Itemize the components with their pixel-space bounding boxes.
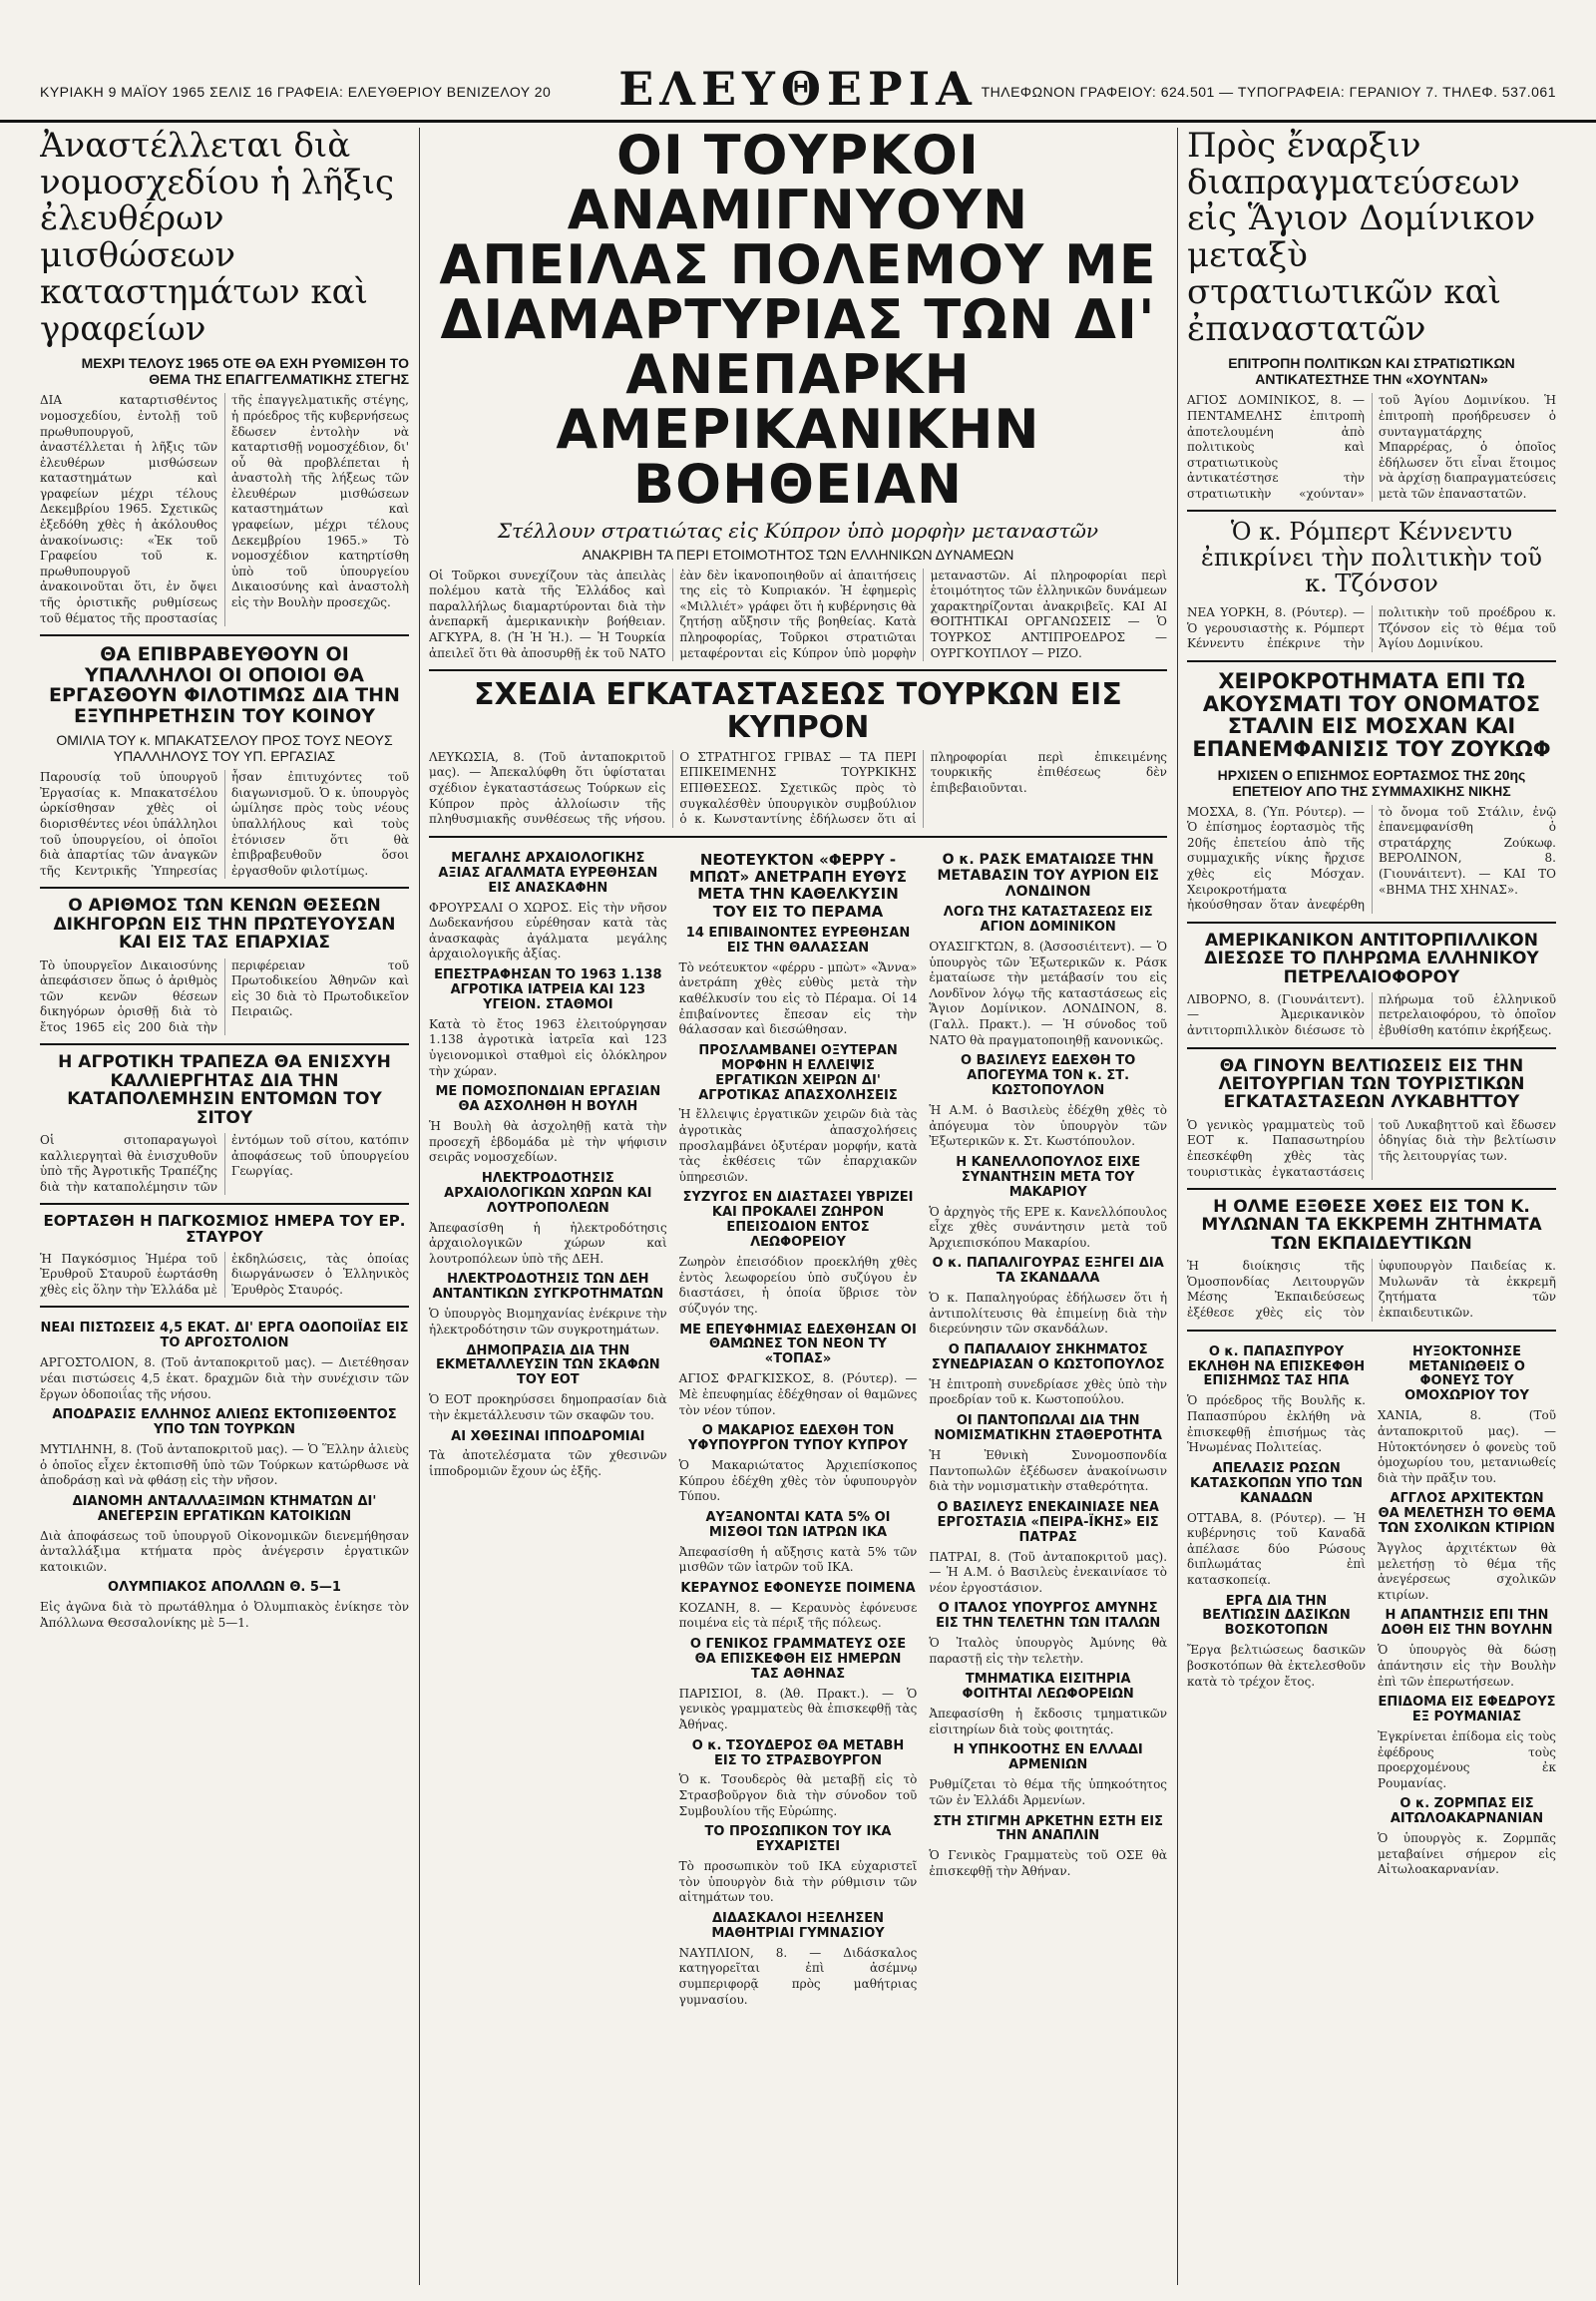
column-rule xyxy=(1177,128,1178,2285)
article-olme xyxy=(1187,1198,1556,1321)
headline: Η ΑΓΡΟΤΙΚΗ ΤΡΑΠΕΖΑ ΘΑ ΕΝΙΣΧΥΗ ΚΑΛΛΙΕΡΓΗΤΑΣ ΔΙΑ ΤΗΝ ΚΑΤΑΠΟΛΕΜΗΣΙΝ ΕΝΤΟΜΩΝ ΤΟΥ ΣΙΤΟΥ xyxy=(58,1052,391,1128)
divider xyxy=(40,1043,409,1045)
article-body: ΝΑΥΠΛΙΟΝ, 8. — Διδάσκαλος κατηγορεῖται ἐπὶ ἀσέμνῳ συμπεριφορᾷ πρὸς μαθήτριας γυμνασίου. xyxy=(678,1945,918,2007)
headline: Ο κ. ΖΟΡΜΠΑΣ ΕΙΣ ΑΙΤΩΛΟΑΚΑΡΝΑΝΙΑΝ xyxy=(1390,1796,1544,1827)
article-body: ΜΥΤΙΛΗΝΗ, 8. (Τοῦ ἀνταποκριτοῦ μας). — Ὁ Ἕλλην ἁλιεὺς ὁ ὁποῖος εἶχεν ἐκτοπισθῆ ὑπὸ τῶν Τούρκων κατώρθωσε νὰ ἀποδράσῃ καὶ νὰ φθάσῃ εἰς τὴν νῆσον. xyxy=(40,1441,409,1488)
headline: ΕΠΕΣΤΡΑΦΗΣΑΝ ΤΟ 1963 1.138 ΑΓΡΟΤΙΚΑ ΙΑΤΡΕΙΑ ΚΑΙ 123 ΥΓΕΙΟΝ. ΣΤΑΘΜΟΙ xyxy=(434,967,662,1012)
headline: ΕΟΡΤΑΣΘΗ Η ΠΑΓΚΟΣΜΙΟΣ ΗΜΕΡΑ ΤΟΥ ΕΡ. ΣΤΑΥΡΟΥ xyxy=(43,1212,406,1247)
article-body: Ἡ Παγκόσμιος Ἡμέρα τοῦ Ἐρυθροῦ Σταυροῦ ἑωρτάσθη χθὲς εἰς ὅλην τὴν Ἑλλάδα μὲ ἐκδηλώσεις, τὰς ὁποίας διωργάνωσεν ὁ Ἑλληνικὸς Ἐρυθρὸς Σταυρός. xyxy=(40,1251,409,1297)
headline: ΘΑ ΕΠΙΒΡΑΒΕΥΘΟΥΝ ΟΙ ΥΠΑΛΛΗΛΟΙ ΟΙ ΟΠΟΙΟΙ ΘΑ ΕΡΓΑΣΘΟΥΝ ΦΙΛΟΤΙΜΩΣ ΔΙΑ ΤΗΝ ΕΞΥΠΗΡΕΤΗΣΙΝ ΤΟΥ ΚΟΙΝΟΥ xyxy=(49,643,400,727)
divider xyxy=(1187,1047,1556,1049)
headline: Ο ΑΡΙΘΜΟΣ ΤΩΝ ΚΕΝΩΝ ΘΕΣΕΩΝ ΔΙΚΗΓΟΡΩΝ ΕΙΣ ΤΗΝ ΠΡΩΤΕΥΟΥΣΑΝ ΚΑΙ ΕΙΣ ΤΑΣ ΕΠΑΡΧΙΑΣ xyxy=(53,896,396,954)
subhead: ΛΟΓΩ ΤΗΣ ΚΑΤΑΣΤΑΣΕΩΣ ΕΙΣ ΑΓΙΟΝ ΔΟΜΙΝΙΚΟΝ xyxy=(943,905,1153,936)
article-body: Ὁ πρόεδρος τῆς Βουλῆς κ. Παπασπύρου ἐκλήθη νὰ ἐπισκεφθῇ ἐπισήμως τὰς Ἡνωμένας Πολιτείας. xyxy=(1187,1393,1366,1455)
divider xyxy=(429,836,1167,838)
subhead: ΑΝΑΚΡΙΒΗ ΤΑ ΠΕΡΙ ΕΤΟΙΜΟΤΗΤΟΣ ΤΩΝ ΕΛΛΗΝΙΚΩΝ ΔΥΝΑΜΕΩΝ xyxy=(582,546,1014,563)
article-body: Ἡ διοίκησις τῆς Ὁμοσπονδίας Λειτουργῶν Μέσης Ἐκπαιδεύσεως ἐξέθεσε χθὲς εἰς τὸν ὑφυπουργὸν Παιδείας κ. Μυλωνᾶν τὰ ἐκκρεμῆ ζητήματα τῶν ἐκπαιδευτικῶν. xyxy=(1187,1259,1556,1320)
headline: ΘΑ ΓΙΝΟΥΝ ΒΕΛΤΙΩΣΕΙΣ ΕΙΣ ΤΗΝ ΛΕΙΤΟΥΡΓΙΑΝ ΤΩΝ ΤΟΥΡΙΣΤΙΚΩΝ ΕΓΚΑΤΑΣΤΑΣΕΩΝ ΛΥΚΑΒΗΤΤΟΥ xyxy=(1218,1055,1525,1113)
article-body: Ἡ Α.Μ. ὁ Βασιλεὺς ἐδέχθη χθὲς τὸ ἀπόγευμα τὸν ὑπουργὸν τῶν Ἐξωτερικῶν κ. Στ. Κωστόπουλον. xyxy=(929,1102,1167,1149)
headline: ΤΜΗΜΑΤΙΚΑ ΕΙΣΙΤΗΡΙΑ ΦΟΙΤΗΤΑΙ ΛΕΩΦΟΡΕΙΩΝ xyxy=(962,1672,1134,1703)
article-santo-domingo xyxy=(1187,128,1556,502)
headline: Ο κ. ΤΣΟΥΔΕΡΟΣ ΘΑ ΜΕΤΑΒΗ ΕΙΣ ΤΟ ΣΤΡΑΣΒΟΥΡΓΟΝ xyxy=(691,1737,905,1768)
article-body: ΑΡΓΟΣΤΟΛΙΟΝ, 8. (Τοῦ ἀνταποκριτοῦ μας). — Διετέθησαν νέαι πιστώσεις 4,5 ἑκατ. δραχμῶν διὰ τὴν συνέχισιν τῶν ἔργων ὁδοποιΐας τῆς νήσου. xyxy=(40,1355,409,1401)
headline: ΑΙ ΧΘΕΣΙΝΑΙ ΙΠΠΟΔΡΟΜΙΑΙ xyxy=(451,1428,645,1444)
headline: ΧΕΙΡΟΚΡΟΤΗΜΑΤΑ ΕΠΙ ΤΩ ΑΚΟΥΣΜΑΤΙ ΤΟΥ ΟΝΟΜΑΤΟΣ ΣΤΑΛΙΝ ΕΙΣ ΜΟΣΧΑΝ ΚΑΙ ΕΠΑΝΕΜΦΑΝΙΣΙΣ ΤΟΥ ΖΟΥΚΩΦ xyxy=(1192,668,1551,761)
article-body: Ὁ γενικὸς γραμματεὺς τοῦ ΕΟΤ κ. Παπασωτηρίου ἐπεσκέφθη χθὲς τὰς τουριστικὰς ἐγκαταστάσεις τοῦ Λυκαβηττοῦ καὶ ἔδωσεν ὁδηγίας διὰ τὴν βελτίωσιν τῆς λειτουργίας των. xyxy=(1187,1117,1556,1179)
article-body: Ἡ ἐπιτροπὴ συνεδρίασε χθὲς ὑπὸ τὴν προεδρίαν τοῦ κ. Κωστοπούλου. xyxy=(929,1376,1167,1407)
headline: Ο ΜΑΚΑΡΙΟΣ ΕΔΕΧΘΗ ΤΟΝ ΥΦΥΠΟΥΡΓΟΝ ΤΥΠΟΥ ΚΥΠΡΟΥ xyxy=(688,1423,909,1454)
article-body: Ζωηρὸν ἐπεισόδιον προεκλήθη χθὲς ἐντὸς λεωφορείου ὑπὸ συζύγου ἐν διαστάσει, ἡ ὁποία ὕβρισε τὸν σύζυγόν της. xyxy=(678,1255,918,1316)
subhead: ΕΠΙΤΡΟΠΗ ΠΟΛΙΤΙΚΩΝ ΚΑΙ ΣΤΡΑΤΙΩΤΙΚΩΝ ΑΝΤΙΚΑΤΕΣΤΗΣΕ ΤΗΝ «ΧΟΥΝΤΑΝ» xyxy=(1228,355,1515,388)
headline: ΣΥΖΥΓΟΣ ΕΝ ΔΙΑΣΤΑΣΕΙ ΥΒΡΙΖΕΙ ΚΑΙ ΠΡΟΚΑΛΕΙ ΖΩΗΡΟΝ ΕΠΕΙΣΟΔΙΟΝ ΕΝΤΟΣ ΛΕΩΦΟΡΕΙΟΥ xyxy=(682,1190,914,1251)
headline: Πρὸς ἔναρξιν διαπραγματεύσεων εἰς Ἅγιον Δομίνικον μεταξὺ στρατιωτικῶν καὶ ἐπαναστατῶν xyxy=(1187,128,1536,349)
article-body: Ἀπεφασίσθη ἡ ἔκδοσις τμηματικῶν εἰσιτηρίων διὰ τοὺς φοιτητάς. xyxy=(929,1707,1167,1736)
center-row-1 xyxy=(429,846,1167,2014)
headline: ΚΕΡΑΥΝΟΣ ΕΦΟΝΕΥΣΕ ΠΟΙΜΕΝΑ xyxy=(680,1580,916,1596)
divider xyxy=(429,669,1167,671)
headline: ΔΗΜΟΠΡΑΣΙΑ ΔΙΑ ΤΗΝ ΕΚΜΕΤΑΛΛΕΥΣΙΝ ΤΩΝ ΣΚΑΦΩΝ ΤΟΥ ΕΟΤ xyxy=(436,1342,660,1388)
header-dateline: ΚΥΡΙΑΚΗ 9 ΜΑΪΟΥ 1965 ΣΕΛΙΣ 16 ΓΡΑΦΕΙΑ: ΕΛΕΥΘΕΡΙΟΥ ΒΕΝΙΖΕΛΟΥ 20 xyxy=(40,84,552,100)
headline: Ο ΙΤΑΛΟΣ ΥΠΟΥΡΓΟΣ ΑΜΥΝΗΣ ΕΙΣ ΤΗΝ ΤΕΛΕΤΗΝ ΤΩΝ ΙΤΑΛΩΝ xyxy=(936,1601,1161,1632)
article-lease-suspension xyxy=(40,128,409,626)
headline: Η ΟΛΜΕ ΕΞΘΕΣΕ ΧΘΕΣ ΕΙΣ ΤΟΝ Κ. ΜΥΛΩΝΑΝ ΤΑ ΕΚΚΡΕΜΗ ΖΗΤΗΜΑΤΑ ΤΩΝ ΕΚΠΑΙΔΕΥΤΙΚΩΝ xyxy=(1201,1197,1542,1254)
header-contact: ΤΗΛΕΦΩΝΟΝ ΓΡΑΦΕΙΟΥ: 624.501 — ΤΥΠΟΓΡΑΦΕΙΑ: ΓΕΡΑΝΙΟΥ 7. ΤΗΛΕΦ. 537.061 xyxy=(981,84,1556,100)
headline: ΠΡΟΣΛΑΜΒΑΝΕΙ ΟΞΥΤΕΡΑΝ ΜΟΡΦΗΝ Η ΕΛΛΕΙΨΙΣ ΕΡΓΑΤΙΚΩΝ ΧΕΙΡΩΝ ΔΙ' ΑΓΡΟΤΙΚΑΣ ΑΠΑΣΧΟΛΗΣΕΙΣ xyxy=(698,1042,898,1103)
article-body: Οἱ Τοῦρκοι συνεχίζουν τὰς ἀπειλὰς πολέμου κατὰ τῆς Ἑλλάδος καὶ παραλλήλως διαμαρτύρονται διὰ τὴν ἀνεπαρκῆ ἀμερικανικὴν βοήθειαν. ΑΓΚΥΡΑ, 8. (Ἡ Ἡ Ἡ.). — Ἡ Τουρκία ἀπειλεῖ ὅτι θὰ ἀποσυρθῇ ἐκ τοῦ ΝΑΤΟ ἐὰν δὲν ἱκανοποιηθοῦν αἱ ἀπαιτήσεις της εἰς τὸ Κυπριακόν. Ἡ ἐφημερὶς «Μιλλιέτ» γράφει ὅτι ἡ κυβέρνησις θὰ ζητήσῃ αὔξησιν τῆς βοηθείας. Κατὰ πληροφορίας, Τοῦρκοι στρατιῶται μεταφέρονται εἰς Κύπρον ὑπὸ μορφὴν μεταναστῶν. Αἱ πληροφορίαι περὶ ἑτοιμότητος τῶν ἑλληνικῶν δυνάμεων χαρακτηρίζονται ἀνακριβεῖς. ΚΑΙ ΑΙ ΘΟΙΤΗΤΙΚΑΙ ΟΡΓΑΝΩΣΕΙΣ — Ὁ ΤΟΥΡΚΟΣ ΑΝΤΙΠΡΟΕΔΡΟΣ — ΟΥΡΓΚΟΥΠΛΟΥ — ΡΙΖΟ. xyxy=(429,568,1167,660)
subhead: ΟΜΙΛΙΑ ΤΟΥ κ. ΜΠΑΚΑΤΣΕΛΟΥ ΠΡΟΣ ΤΟΥΣ ΝΕΟΥΣ ΥΠΑΛΛΗΛΟΥΣ ΤΟΥ ΥΠ. ΕΡΓΑΣΙΑΣ xyxy=(56,732,393,765)
headline: ΕΠΙΔΟΜΑ ΕΙΣ ΕΦΕΔΡΟΥΣ ΕΞ ΡΟΥΜΑΝΙΑΣ xyxy=(1378,1695,1556,1726)
article-body: Ὁ ὑπουργὸς κ. Ζορμπᾶς μεταβαίνει σήμερον εἰς Αἰτωλοακαρνανίαν. xyxy=(1378,1831,1556,1877)
headline: Ο ΒΑΣΙΛΕΥΣ ΕΝΕΚΑΙΝΙΑΣΕ ΝΕΑ ΕΡΓΟΣΤΑΣΙΑ «ΠΕΙΡΑ-ΪΚΗΣ» ΕΙΣ ΠΑΤΡΑΣ xyxy=(937,1499,1159,1545)
headline: Η ΥΠΗΚΟΟΤΗΣ ΕΝ ΕΛΛΑΔΙ ΑΡΜΕΝΙΩΝ xyxy=(953,1742,1143,1773)
article-body: Ρυθμίζεται τὸ θέμα τῆς ὑπηκοότητος τῶν ἐν Ἑλλάδι Ἀρμενίων. xyxy=(929,1777,1167,1807)
article-body: Ὁ ὑπουργὸς Βιομηχανίας ἐνέκρινε τὴν ἠλεκτροδότησιν τῶν συγκροτημάτων. xyxy=(429,1307,667,1337)
article-body: ΠΑΤΡΑΙ, 8. (Τοῦ ἀνταποκριτοῦ μας). — Ἡ Α.Μ. ὁ Βασιλεὺς ἐνεκαινίασε τὸ νέον ἐργοστάσιον. xyxy=(929,1549,1167,1595)
headline: ΟΛΥΜΠΙΑΚΟΣ ΑΠΟΛΛΩΝ Θ. 5—1 xyxy=(108,1580,341,1596)
article-body: ΜΟΣΧΑ, 8. (Ὑπ. Ρόυτερ). — Ὁ ἐπίσημος ἑορτασμὸς τῆς 20ῆς ἐπετείου ἀπὸ τῆς συμμαχικῆς νίκης ἤρχισε χθὲς εἰς Μόσχαν. Χειροκροτήματα ἠκούσθησαν ὅταν ἀνεφέρθη τὸ ὄνομα τοῦ Στάλιν, ἐνῷ ἐπανεμφανίσθη ὁ στρατάρχης Ζούκωφ. ΒΕΡΟΛΙΝΟΝ, 8. (Γιουνάιτεντ). — ΚΑΙ ΤΟ «ΒΗΜΑ ΤΗΣ ΧΗΝΑΣ». xyxy=(1187,804,1556,913)
divider xyxy=(40,1306,409,1308)
article-body: Ὁ ἀρχηγὸς τῆς ΕΡΕ κ. Κανελλόπουλος εἶχε χθὲς συνάντησιν μετὰ τοῦ Ἀρχιεπισκόπου Μακαρίου. xyxy=(929,1204,1167,1250)
article-body: ΦΡΟΥΡΣΑΛΙ Ο ΧΩΡΟΣ. Εἰς τὴν νῆσον Δωδεκανήσου εὑρέθησαν κατὰ τὰς ἀνασκαφὰς ἀγάλματα μεγάλης ἀρχαιολογικῆς ἀξίας. xyxy=(429,900,667,961)
article-body: ΟΤΤΑΒΑ, 8. (Ρόυτερ). — Ἡ κυβέρνησις τοῦ Καναδᾶ ἀπέλασε δύο Ρώσους διπλωμάτας ἐπὶ κατασκοπείᾳ. xyxy=(1187,1510,1366,1587)
article-destroyer-rescue xyxy=(1187,932,1556,1039)
right-short-articles xyxy=(1187,1340,1556,1884)
article-body: Ἄγγλος ἀρχιτέκτων θὰ μελετήσῃ τὸ θέμα τῆς ἀνεγέρσεως σχολικῶν κτιρίων. xyxy=(1378,1541,1556,1602)
article-body: Ἀπεφασίσθη ἡ ἠλεκτροδότησις ἀρχαιολογικῶν χώρων καὶ λουτροπόλεων ὑπὸ τῆς ΔΕΗ. xyxy=(429,1220,667,1266)
headline: ΔΙΑΝΟΜΗ ΑΝΤΑΛΛΑΞΙΜΩΝ ΚΤΗΜΑΤΩΝ ΔΙ' ΑΝΕΓΕΡΣΙΝ ΕΡΓΑΤΙΚΩΝ ΚΑΤΟΙΚΙΩΝ xyxy=(72,1493,377,1524)
kicker: Στέλλουν στρατιώτας εἰς Κύπρον ὑπὸ μορφὴν μεταναστῶν xyxy=(497,518,1099,543)
newspaper-header xyxy=(0,0,1596,123)
article-body: Παρουσίᾳ τοῦ ὑπουργοῦ Ἐργασίας κ. Μπακατσέλου ὡρκίσθησαν χθὲς οἱ διορισθέντες νέοι ὑπάλληλοι τοῦ ὑπουργείου, οἱ ὁποῖοι διὰ ἀπαρτίας τῶν ἀναγκῶν τῆς Κεντρικῆς Ὑπηρεσίας ἦσαν ἐπιτυχόντες τοῦ διαγωνισμοῦ. Ὁ κ. ὑπουργὸς ὡμίλησε πρὸς τοὺς νέους ὑπαλλήλους καὶ τοὺς ἐτόνισεν ὅτι θὰ ἐπιβραβευθοῦν ὅσοι ἐργασθοῦν φιλοτίμως. xyxy=(40,770,409,878)
article-body: ΑΓΙΟΣ ΦΡΑΓΚΙΣΚΟΣ, 8. (Ρόυτερ). — Μὲ ἐπευφημίας ἐδέχθησαν οἱ θαμῶνες τὸν νέον τύπον. xyxy=(678,1371,918,1417)
headline: Ο ΒΑΣΙΛΕΥΣ ΕΔΕΧΘΗ ΤΟ ΑΠΟΓΕΥΜΑ ΤΟΝ κ. ΣΤ. ΚΩΣΤΟΠΟΥΛΟΝ xyxy=(961,1053,1136,1099)
headline: ΑΠΕΛΑΣΙΣ ΡΩΣΩΝ ΚΑΤΑΣΚΟΠΩΝ ΥΠΟ ΤΩΝ ΚΑΝΑΔΩΝ xyxy=(1189,1460,1364,1506)
divider xyxy=(40,1203,409,1205)
article-body: ΛΙΒΟΡΝΟ, 8. (Γιουνάιτεντ). — Ἀμερικανικὸν ἀντιτορπιλλικὸν διέσωσε τὸ πλήρωμα τοῦ ἑλληνικοῦ πετρελαιοφόρου, τὸ ὁποῖον ἐβυθίσθη κατόπιν ἐκρήξεως. xyxy=(1187,991,1556,1038)
left-column xyxy=(40,128,409,2285)
article-body: Ὁ ὑπουργὸς θὰ δώσῃ ἀπάντησιν εἰς τὴν Βουλὴν ἐπὶ τῶν ἐπερωτήσεων. xyxy=(1378,1643,1556,1689)
divider xyxy=(1187,922,1556,924)
headline: Η ΚΑΝΕΛΛΟΠΟΥΛΟΣ ΕΙΧΕ ΣΥΝΑΝΤΗΣΙΝ ΜΕΤΑ ΤΟΥ ΜΑΚΑΡΙΟΥ xyxy=(956,1154,1141,1200)
article-body: ΝΕΑ ΥΟΡΚΗ, 8. (Ρόυτερ). — Ὁ γερουσιαστὴς κ. Ρόμπερτ Κέννεντυ ἐπέκρινε τὴν πολιτικὴν τοῦ προέδρου κ. Τζόνσον εἰς τὸ θέμα τοῦ Ἁγίου Δομινίκου. xyxy=(1187,605,1556,651)
article-body: Ὁ κ. Τσουδερὸς θὰ μεταβῇ εἰς τὸ Στρασβοῦργον διὰ τὴν σύνοδον τοῦ Συμβουλίου τῆς Εὐρώπης. xyxy=(678,1772,918,1818)
headline: ΑΓΓΛΟΣ ΑΡΧΙΤΕΚΤΩΝ ΘΑ ΜΕΛΕΤΗΣΗ ΤΟ ΘΕΜΑ ΤΩΝ ΣΧΟΛΙΚΩΝ ΚΤΙΡΙΩΝ xyxy=(1378,1491,1556,1537)
article-body: Ἐγκρίνεται ἐπίδομα εἰς τοὺς ἐφέδρους τοὺς προερχομένους ἐκ Ρουμανίας. xyxy=(1378,1729,1556,1790)
article-body: Ἡ Ἐθνικὴ Συνομοσπονδία Παντοπωλῶν ἐξέδωσεν ἀνακοίνωσιν διὰ τὴν νομισματικὴν σταθερότητα. xyxy=(929,1447,1167,1494)
article-body: Ἀπεφασίσθη ἡ αὔξησις κατὰ 5% τῶν μισθῶν τῶν ἰατρῶν τοῦ ΙΚΑ. xyxy=(678,1544,918,1575)
headline: Ο ΠΑΠΑΛΑΙΟΥ ΣΗΚΗΜΑΤΟΣ ΣΥΝΕΔΡΙΑΣΑΝ Ο ΚΩΣΤΟΠΟΥΛΟΣ xyxy=(931,1342,1165,1372)
article-body: Ἡ ἔλλειψις ἐργατικῶν χειρῶν διὰ τὰς ἀγροτικὰς ἀπασχολήσεις προσλαμβάνει ὀξυτέραν μορφήν, κατὰ τὰς ἐκθέσεις τῶν ἐπαρχιακῶν ὑπηρεσιῶν. xyxy=(678,1107,918,1184)
subhead: ΗΡΧΙΣΕΝ Ο ΕΠΙΣΗΜΟΣ ΕΟΡΤΑΣΜΟΣ ΤΗΣ 20ης ΕΠΕΤΕΙΟΥ ΑΠΟ ΤΗΣ ΣΥΜΜΑΧΙΚΗΣ ΝΙΚΗΣ xyxy=(1217,766,1526,799)
article-employees-reward xyxy=(40,644,409,879)
article-body: ΚΟΖΑΝΗ, 8. — Κεραυνὸς ἐφόνευσε ποιμένα εἰς τὰ πέριξ τῆς πόλεως. xyxy=(678,1600,918,1631)
divider xyxy=(40,634,409,636)
headline: Ἀναστέλλεται διὰ νομοσχεδίου ἡ λῆξις ἐλευθέρων μισθώσεων καταστημάτων καὶ γραφείων xyxy=(40,128,395,349)
column-rule xyxy=(419,128,420,2285)
article-body: Τὰ ἀποτελέσματα τῶν χθεσινῶν ἱπποδρομιῶν ἔχουν ὡς ἑξῆς. xyxy=(429,1448,667,1479)
article-body: Ὁ κ. Παπαληγούρας ἐδήλωσεν ὅτι ἡ ἀντιπολίτευσις θὰ ἐπιμείνῃ διὰ τὴν διερεύνησιν τῶν σκανδάλων. xyxy=(929,1291,1167,1337)
article-turkish-threats xyxy=(429,128,1167,661)
short-articles-row xyxy=(40,1316,409,1637)
article-body: Τὸ ὑπουργεῖον Δικαιοσύνης ἀπεφάσισεν ὅπως ὁ ἀριθμὸς τῶν κενῶν θέσεων δικηγόρων ὁρισθῇ διὰ τὸ ἔτος 1965 εἰς 200 διὰ τὴν περιφέρειαν τοῦ Πρωτοδικείου Ἀθηνῶν καὶ εἰς 30 διὰ τὸ Πρωτοδικεῖον Πειραιῶς. xyxy=(40,958,409,1034)
headline: ΝΕΑΙ ΠΙΣΤΩΣΕΙΣ 4,5 ΕΚΑΤ. ΔΙ' ΕΡΓΑ ΟΔΟΠΟΙΪΑΣ ΕΙΣ ΤΟ ΑΡΓΟΣΤΟΛΙΟΝ xyxy=(40,1321,409,1351)
headline: ΣΤΗ ΣΤΙΓΜΗ ΑΡΚΕΤΗΝ ΕΣΤΗ ΕΙΣ ΤΗΝ ΑΝΑΠΛΙΝ xyxy=(933,1813,1164,1844)
article-moscow-stalin xyxy=(1187,670,1556,914)
article-body: ΠΑΡΙΣΙΟΙ, 8. (Ἀθ. Πρακτ.). — Ὁ γενικὸς γραμματεὺς θὰ ἐπισκεφθῇ τὰς Ἀθήνας. xyxy=(678,1686,918,1731)
article-body: Κατὰ τὸ ἔτος 1963 ἐλειτούργησαν 1.138 ἀγροτικὰ ἰατρεῖα καὶ 123 ὑγειονομικοὶ σταθμοὶ εἰς ὁλόκληρον τὴν χώραν. xyxy=(429,1016,667,1078)
article-body: Οἱ σιτοπαραγωγοὶ καλλιεργηταὶ θὰ ἐνισχυθοῦν ὑπὸ τῆς Ἀγροτικῆς Τραπέζης διὰ τὴν καταπολέμησιν τῶν ἐντόμων τοῦ σίτου, κατόπιν ἀποφάσεως τοῦ ὑπουργείου Γεωργίας. xyxy=(40,1132,409,1194)
divider xyxy=(1187,1330,1556,1332)
article-body: ΔΙΑ καταρτισθέντος νομοσχεδίου, ἐντολῇ τοῦ πρωθυπουργοῦ, ἀναστέλλεται ἡ λῆξις τῶν ἐλευθέρων μισθώσεων καταστημάτων καὶ γραφείων μέχρι τέλους Δεκεμβρίου 1965. Σχετικῶς ἐξεδόθη χθὲς ἡ ἀκόλουθος ἀνακοίνωσις: «Ἐκ τοῦ Γραφείου τοῦ κ. πρωθυπουργοῦ ἀνακοινοῦται ὅτι, ἐν ὄψει τῆς ὁριστικῆς ρυθμίσεως τοῦ θέματος τῆς προστασίας τῆς ἐπαγγελματικῆς στέγης, ἡ πρόεδρος τῆς κυβερνήσεως ἔδωσεν ἐντολὴν νὰ καταρτισθῇ νομοσχέδιον, δι' οὗ θὰ προβλέπεται ἡ ἀναστολὴ τῆς λήξεως τῶν ἐλευθέρων μισθώσεων καταστημάτων καὶ γραφείων, μέχρι τέλους Δεκεμβρίου 1965.» Τὸ νομοσχέδιον κατηρτίσθη ὑπὸ τοῦ ὑπουργείου Δικαιοσύνης καὶ ἀναστολὴ εἰς τὴν Βουλὴν προσεχῶς. xyxy=(40,393,409,625)
divider xyxy=(1187,510,1556,512)
headline: Ο κ. ΠΑΠΑΛΙΓΟΥΡΑΣ ΕΞΗΓΕΙ ΔΙΑ ΤΑ ΣΚΑΝΔΑΛΑ xyxy=(932,1256,1164,1287)
article-body: Ὁ ΕΟΤ προκηρύσσει δημοπρασίαν διὰ τὴν ἐκμετάλλευσιν τῶν σκαφῶν του. xyxy=(429,1392,667,1422)
headline: ΜΕ ΕΠΕΥΦΗΜΙΑΣ ΕΔΕΧΘΗΣΑΝ ΟΙ ΘΑΜΩΝΕΣ ΤΟΝ ΝΕΟΝ ΤΥ «ΤΟΠΑΣ» xyxy=(679,1322,917,1367)
divider xyxy=(1187,1188,1556,1190)
headline: ΗΛΕΚΤΡΟΔΟΤΗΣΙΣ ΤΩΝ ΔΕΗ ΑΝΤΑΝΤΙΚΩΝ ΣΥΓΚΡΟΤΗΜΑΤΩΝ xyxy=(432,1272,664,1303)
headline: ΑΜΕΡΙΚΑΝΙΚΟΝ ΑΝΤΙΤΟΡΠΙΛΛΙΚΟΝ ΔΙΕΣΩΣΕ ΤΟ ΠΛΗΡΩΜΑ ΕΛΛΗΝΙΚΟΥ ΠΕΤΡΕΛΑΙΟΦΟΡΟΥ xyxy=(1204,930,1539,987)
article-agricultural-bank xyxy=(40,1053,409,1195)
headline: ΗΛΕΚΤΡΟΔΟΤΗΣΙΣ ΑΡΧΑΙΟΛΟΓΙΚΩΝ ΧΩΡΩΝ ΚΑΙ ΛΟΥΤΡΟΠΟΛΕΩΝ xyxy=(444,1170,652,1216)
article-body: Ἔργα βελτιώσεως δασικῶν βοσκοτόπων θὰ ἐκτελεσθοῦν κατὰ τὸ τρέχον ἔτος. xyxy=(1187,1643,1366,1689)
subhead: 14 ΕΠΙΒΑΙΝΟΝΤΕΣ ΕΥΡΕΘΗΣΑΝ ΕΙΣ ΤΗΝ ΘΑΛΑΣΣΑΝ xyxy=(685,925,911,956)
divider xyxy=(1187,660,1556,662)
article-body: Τὸ προσωπικὸν τοῦ ΙΚΑ εὐχαριστεῖ τὸν ὑπουργὸν διὰ τὴν ρύθμισιν τῶν αἰτημάτων του. xyxy=(678,1859,918,1905)
headline: Ο κ. ΡΑΣΚ ΕΜΑΤΑΙΩΣΕ ΤΗΝ ΜΕΤΑΒΑΣΙΝ ΤΟΥ ΑΥΡΙΟΝ ΕΙΣ ΛΟΝΔΙΝΟΝ xyxy=(937,851,1159,901)
headline: ΕΡΓΑ ΔΙΑ ΤΗΝ ΒΕΛΤΙΩΣΙΝ ΔΑΣΙΚΩΝ ΒΟΣΚΟΤΟΠΩΝ xyxy=(1202,1593,1351,1639)
article-body: Τὸ νεότευκτον «φέρρυ - μπὼτ» «Ἄννα» ἀνετράπη χθὲς εὐθὺς μετὰ τὴν καθέλκυσίν του εἰς τὸ Πέραμα. Οἱ 14 ἐπιβαίνοντες ἔπεσαν εἰς τὴν θάλασσαν καὶ διεσώθησαν. xyxy=(678,959,918,1037)
article-body: ΟΥΑΣΙΓΚΤΩΝ, 8. (Ἀσσοσιέιτεντ). — Ὁ ὑπουργὸς τῶν Ἐξωτερικῶν κ. Ράσκ ἐματαίωσε τὴν μετάβασίν του εἰς Λονδῖνον λόγῳ τῆς καταστάσεως εἰς Ἅγιον Δομίνικον. ΛΟΝΔΙΝΟΝ, 8. (Γαλλ. Πρακτ.). — Ἡ σύνοδος τοῦ ΝΑΤΟ θὰ πραγματοποιηθῇ κανονικῶς. xyxy=(929,940,1167,1047)
article-body: Ὁ Ἰταλὸς ὑπουργὸς Ἀμύνης θὰ παραστῇ εἰς τὴν τελετὴν. xyxy=(929,1636,1167,1666)
headline: ΑΥΞΑΝΟΝΤΑΙ ΚΑΤΑ 5% ΟΙ ΜΙΣΘΟΙ ΤΩΝ ΙΑΤΡΩΝ ΙΚΑ xyxy=(705,1509,891,1540)
lead-headline: ΟΙ ΤΟΥΡΚΟΙ ΑΝΑΜΙΓΝΥΟΥΝ ΑΠΕΙΛΑΣ ΠΟΛΕΜΟΥ ΜΕ ΔΙΑΜΑΡΤΥΡΙΑΣ ΤΩΝ ΔΙ' ΑΝΕΠΑΡΚΗ ΑΜΕΡΙΚΑΝΙΚΗΝ ΒΟΗΘΕΙΑΝ xyxy=(439,128,1157,517)
article-red-cross xyxy=(40,1213,409,1298)
headline: Η ΑΠΑΝΤΗΣΙΣ ΕΠΙ ΤΗΝ ΔΟΘΗ ΕΙΣ ΤΗΝ ΒΟΥΛΗΝ xyxy=(1381,1608,1553,1639)
article-body: ΧΑΝΙΑ, 8. (Τοῦ ἀνταποκριτοῦ μας). — Ηὐτοκτόνησεν ὁ φονεὺς τοῦ ὁμοχωρίου του, μετανιωθείς διὰ τὴν πρᾶξιν του. xyxy=(1378,1408,1556,1485)
article-kennedy xyxy=(1187,520,1556,652)
center-column xyxy=(429,128,1167,2285)
headline: ΤΟ ΠΡΟΣΩΠΙΚΟΝ ΤΟΥ ΙΚΑ ΕΥΧΑΡΙΣΤΕΙ xyxy=(704,1824,892,1855)
headline: Ο κ. ΠΑΠΑΣΠΥΡΟΥ ΕΚΛΗΘΗ ΝΑ ΕΠΙΣΚΕΦΘΗ ΕΠΙΣΗΜΩΣ ΤΑΣ ΗΠΑ xyxy=(1187,1343,1366,1389)
article-body: Ἡ Βουλὴ θὰ ἀσχοληθῇ κατὰ τὴν προσεχῆ ἑβδομάδα μὲ τὴν ψήφισιν σειρᾶς νομοσχεδίων. xyxy=(429,1119,667,1165)
headline: ΑΠΟΔΡΑΣΙΣ ΕΛΛΗΝΟΣ ΑΛΙΕΩΣ ΕΚΤΟΠΙΣΘΕΝΤΟΣ ΥΠΟ ΤΩΝ ΤΟΥΡΚΩΝ xyxy=(52,1407,397,1438)
headline: Ο ΓΕΝΙΚΟΣ ΓΡΑΜΜΑΤΕΥΣ ΟΣΕ ΘΑ ΕΠΙΣΚΕΦΘΗ ΕΙΣ ΗΜΕΡΩΝ ΤΑΣ ΑΘΗΝΑΣ xyxy=(689,1636,907,1682)
headline: ΜΕ ΠΟΜΟΣΠΟΝΔΙΑΝ ΕΡΓΑΣΙΑΝ ΘΑ ΑΣΧΟΛΗΘΗ Η ΒΟΥΛΗ xyxy=(435,1084,661,1115)
headline: Ὁ κ. Ρόμπερτ Κέννεντυ ἐπικρίνει τὴν πολιτικὴν τοῦ κ. Τζόνσον xyxy=(1201,518,1542,598)
headline: ΔΙΔΑΣΚΑΛΟΙ ΗΞΕΛΗΣΕΝ ΜΑΘΗΤΡΙΑΙ ΓΥΜΝΑΣΙΟΥ xyxy=(711,1910,885,1941)
right-column xyxy=(1187,128,1556,2285)
article-body: ΑΓΙΟΣ ΔΟΜΙΝΙΚΟΣ, 8. — ΠΕΝΤΑΜΕΛΗΣ ἐπιτροπὴ ἀποτελουμένη ἀπὸ πολιτικοὺς καὶ στρατιωτικοὺς ἀντικατέστησε τὴν στρατιωτικὴν «χούνταν» τοῦ Ἁγίου Δομινίκου. Ἡ ἐπιτροπὴ προήδρευσεν ὁ συνταγματάρχης Μπαρρέρας, ὁ ὁποῖος ἐδήλωσεν ὅτι εἶναι ἕτοιμος νὰ ἀρχίσῃ διαπραγματεύσεις μετὰ τῶν ἐπαναστατῶν. xyxy=(1187,393,1556,501)
article-body: Εἰς ἀγῶνα διὰ τὸ πρωτάθλημα ὁ Ὀλυμπιακὸς ἐνίκησε τὸν Ἀπόλλωνα Θεσσαλονίκης μὲ 5—1. xyxy=(40,1600,409,1630)
article-lawyers xyxy=(40,897,409,1035)
article-body: Διὰ ἀποφάσεως τοῦ ὑπουργοῦ Οἰκονομικῶν διενεμήθησαν ἀνταλλάξιμα κτήματα πρὸς ἀνέγερσιν ἐργατικῶν κατοικιῶν. xyxy=(40,1528,409,1574)
article-body: Ὁ Μακαριώτατος Ἀρχιεπίσκοπος Κύπρου ἐδέχθη χθὲς τὸν ὑφυπουργὸν Τύπου. xyxy=(678,1458,918,1504)
headline: ΜΕΓΑΛΗΣ ΑΡΧΑΙΟΛΟΓΙΚΗΣ ΑΞΙΑΣ ΑΓΑΛΜΑΤΑ ΕΥΡΕΘΗΣΑΝ ΕΙΣ ΑΝΑΣΚΑΦΗΝ xyxy=(438,850,658,896)
article-turkish-settlement xyxy=(429,679,1167,828)
headline: ΝΕΟΤΕΥΚΤΟΝ «ΦΕΡΡΥ - ΜΠΩΤ» ΑΝΕΤΡΑΠΗ ΕΥΘΥΣ ΜΕΤΑ ΤΗΝ ΚΑΘΕΛΚΥΣΙΝ ΤΟΥ ΕΙΣ ΤΟ ΠΕΡΑΜΑ xyxy=(689,850,907,921)
article-lycabettus xyxy=(1187,1057,1556,1180)
headline: ΣΧΕΔΙΑ ΕΓΚΑΤΑΣΤΑΣΕΩΣ ΤΟΥΡΚΩΝ ΕΙΣ ΚΥΠΡΟΝ xyxy=(474,677,1122,745)
divider xyxy=(40,887,409,889)
article-body: Ὁ Γενικὸς Γραμματεὺς τοῦ ΟΣΕ θὰ ἐπισκεφθῇ τὴν Ἀθήναν. xyxy=(929,1848,1167,1878)
subhead: ΜΕΧΡΙ ΤΕΛΟΥΣ 1965 ΟΤΕ ΘΑ ΕΧΗ ΡΥΘΜΙΣΘΗ ΤΟ ΘΕΜΑ ΤΗΣ ΕΠΑΓΓΕΛΜΑΤΙΚΗΣ ΣΤΕΓΗΣ xyxy=(81,355,409,388)
masthead: ΕΛΕΥΘΕΡΙΑ xyxy=(618,62,978,116)
headline: ΗΥΞΟΚΤΟΝΗΣΕ ΜΕΤΑΝΙΩΘΕΙΣ Ο ΦΟΝΕΥΣ ΤΟΥ ΟΜΟΧΩΡΙΟΥ ΤΟΥ xyxy=(1404,1343,1529,1404)
headline: ΟΙ ΠΑΝΤΟΠΩΛΑΙ ΔΙΑ ΤΗΝ ΝΟΜΙΣΜΑΤΙΚΗΝ ΣΤΑΘΕΡΟΤΗΤΑ xyxy=(934,1413,1162,1444)
article-body: ΛΕΥΚΩΣΙΑ, 8. (Τοῦ ἀνταποκριτοῦ μας). — Ἀπεκαλύφθη ὅτι ὑφίσταται σχέδιον ἐγκαταστάσεως Τούρκων εἰς Κύπρον πρὸς ἀλλοίωσιν τῆς πληθυσμιακῆς συνθέσεως τῆς νήσου. Ο ΣΤΡΑΤΗΓΟΣ ΓΡΙΒΑΣ — ΤΑ ΠΕΡΙ ΕΠΙΚΕΙΜΕΝΗΣ ΤΟΥΡΚΙΚΗΣ ΕΠΙΘΕΣΕΩΣ. Σχετικῶς πρὸς τὸ συγκαλέσθὲν ὑπουργικὸν συμβούλιον ὁ κ. Κωνσταντίνης ἐδήλωσεν ὅτι αἱ πληροφορίαι περὶ ἐπικειμένης τουρκικῆς ἐπιθέσεως δὲν ἐπιβεβαιοῦνται. xyxy=(429,749,1167,827)
